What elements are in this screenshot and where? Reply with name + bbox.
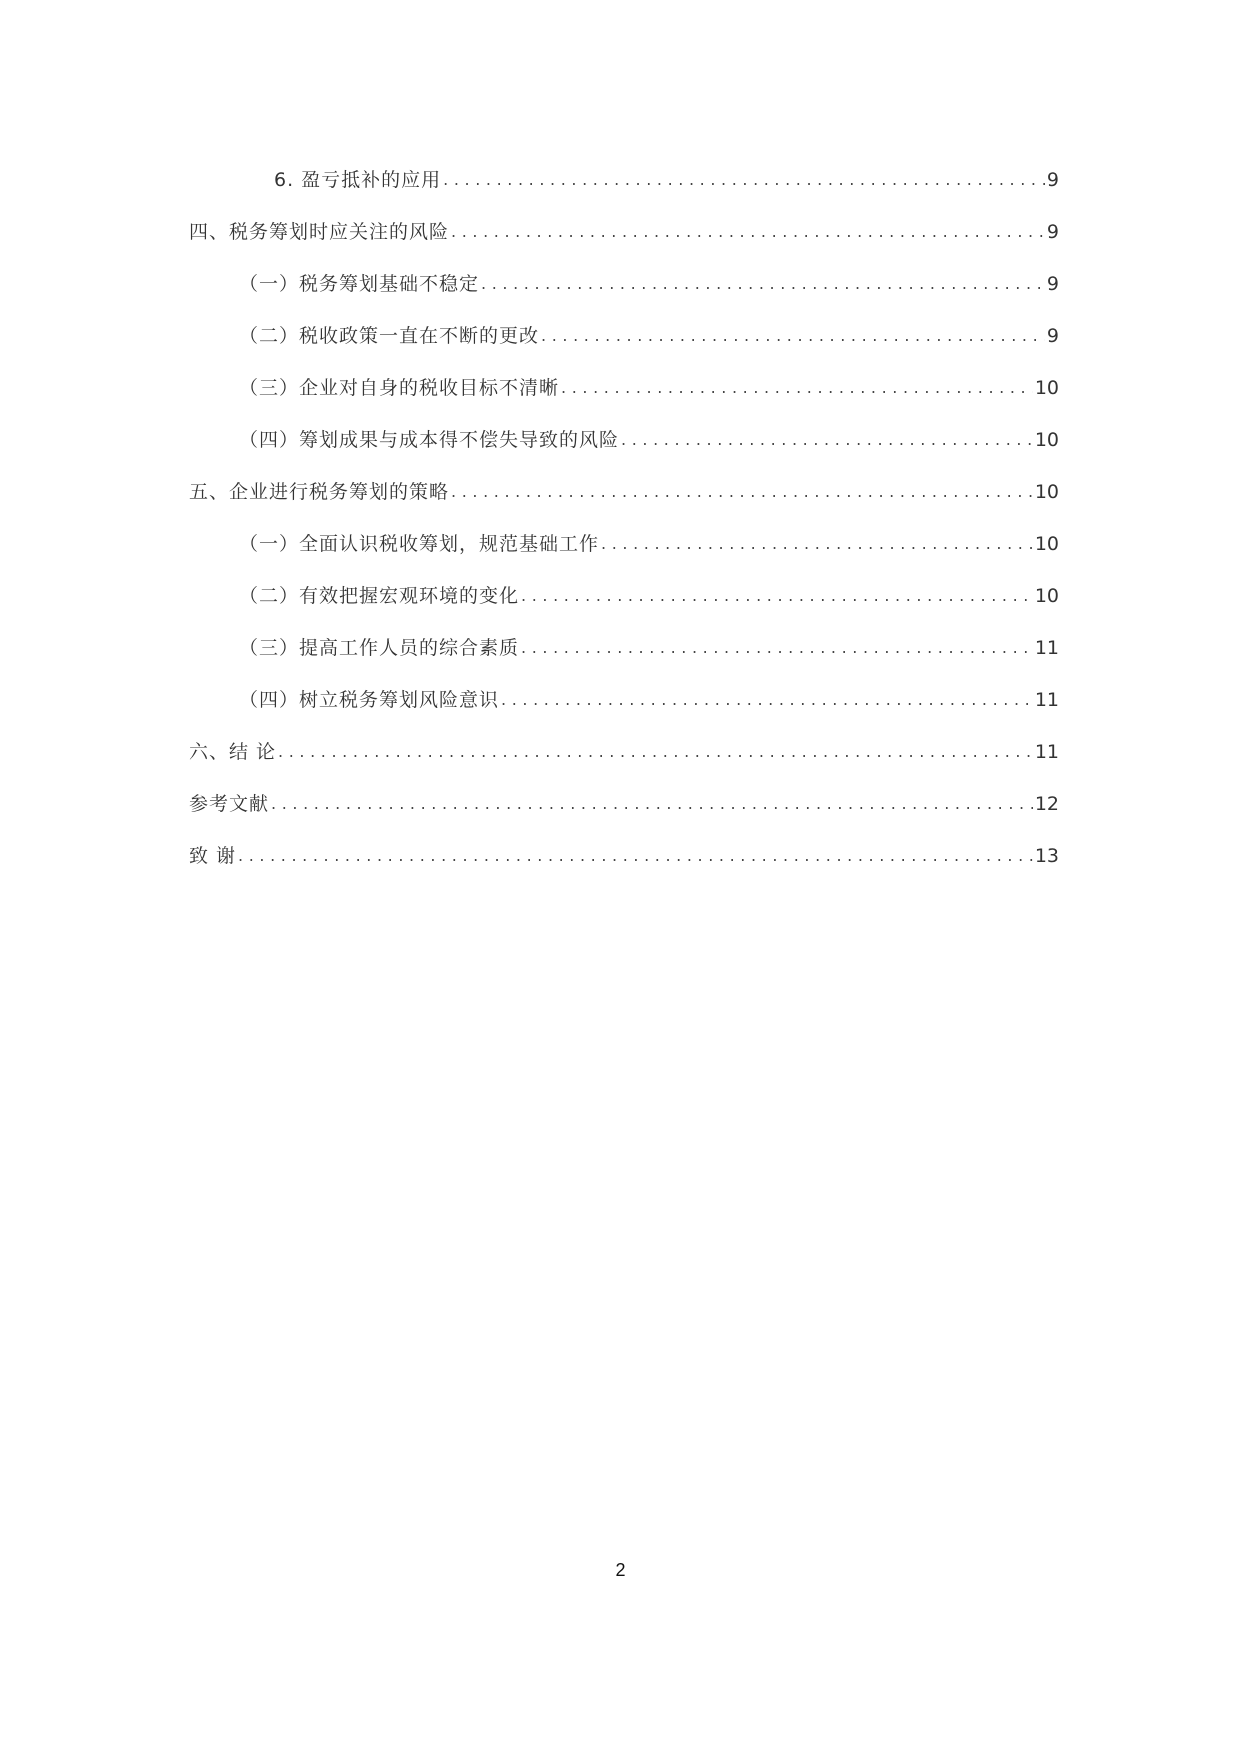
toc-entry[interactable]	[189, 616, 1059, 668]
toc-entry-title: 五、企业进行税务筹划的策略	[189, 481, 450, 503]
toc-entry[interactable]	[189, 304, 1059, 356]
toc-entry-page: 12	[1034, 793, 1059, 815]
toc-dot-leader	[521, 636, 1033, 660]
toc-entry-title: 参考文献	[189, 793, 270, 815]
toc-entry[interactable]	[189, 772, 1059, 824]
toc-dot-leader	[501, 688, 1033, 712]
toc-entry[interactable]	[189, 720, 1059, 772]
toc-entry-page: 9	[1046, 169, 1059, 191]
toc-dot-leader	[451, 480, 1033, 504]
toc-dot-leader	[521, 584, 1033, 608]
toc-dot-leader	[271, 792, 1033, 816]
toc-entry-title: （二）税收政策一直在不断的更改	[239, 325, 540, 347]
toc-dot-leader	[601, 532, 1033, 556]
toc-entry[interactable]	[189, 460, 1059, 512]
toc-entry[interactable]	[189, 564, 1059, 616]
toc-entry-title: （三）提高工作人员的综合素质	[239, 637, 520, 659]
toc-dot-leader	[278, 740, 1033, 764]
toc-dot-leader	[541, 324, 1045, 348]
toc-entry[interactable]	[189, 408, 1059, 460]
toc-dot-leader	[481, 272, 1045, 296]
toc-dot-leader	[561, 376, 1033, 400]
toc-entry[interactable]	[189, 200, 1059, 252]
toc-entry[interactable]	[189, 824, 1059, 876]
toc-entry[interactable]	[189, 356, 1059, 408]
toc-entry[interactable]	[189, 148, 1059, 200]
toc-entry-page: 11	[1034, 741, 1059, 763]
toc-dot-leader	[621, 428, 1033, 452]
toc-dot-leader	[443, 168, 1045, 192]
toc-entry-page: 10	[1034, 533, 1059, 555]
toc-entry-page: 11	[1034, 689, 1059, 711]
toc-entry-title: （一）全面认识税收筹划，规范基础工作	[239, 533, 600, 555]
toc-entry-title: （四）树立税务筹划风险意识	[239, 689, 500, 711]
toc-entry-page: 9	[1046, 273, 1059, 295]
toc-dot-leader	[451, 220, 1045, 244]
toc-entry[interactable]	[189, 252, 1059, 304]
toc-entry-page: 10	[1034, 377, 1059, 399]
toc-entry[interactable]	[189, 512, 1059, 564]
page-number: 2	[615, 1560, 626, 1580]
toc-entry-page: 9	[1046, 325, 1059, 347]
toc-entry[interactable]	[189, 668, 1059, 720]
toc-entry-title: 6. 盈亏抵补的应用	[274, 169, 442, 191]
toc-entry-page: 10	[1034, 429, 1059, 451]
table-of-contents	[189, 148, 1059, 876]
toc-entry-title: （一）税务筹划基础不稳定	[239, 273, 480, 295]
toc-entry-title: （二）有效把握宏观环境的变化	[239, 585, 520, 607]
toc-entry-page: 10	[1034, 585, 1059, 607]
toc-entry-page: 9	[1046, 221, 1059, 243]
toc-entry-title: 致 谢	[189, 845, 237, 867]
toc-entry-title: 六、结 论	[189, 741, 277, 763]
toc-entry-page: 13	[1034, 845, 1059, 867]
toc-entry-title: （四）筹划成果与成本得不偿失导致的风险	[239, 429, 620, 451]
toc-entry-page: 10	[1034, 481, 1059, 503]
toc-entry-title: 四、税务筹划时应关注的风险	[189, 221, 450, 243]
toc-dot-leader	[238, 844, 1033, 868]
toc-entry-title: （三）企业对自身的税收目标不清晰	[239, 377, 560, 399]
toc-entry-page: 11	[1034, 637, 1059, 659]
